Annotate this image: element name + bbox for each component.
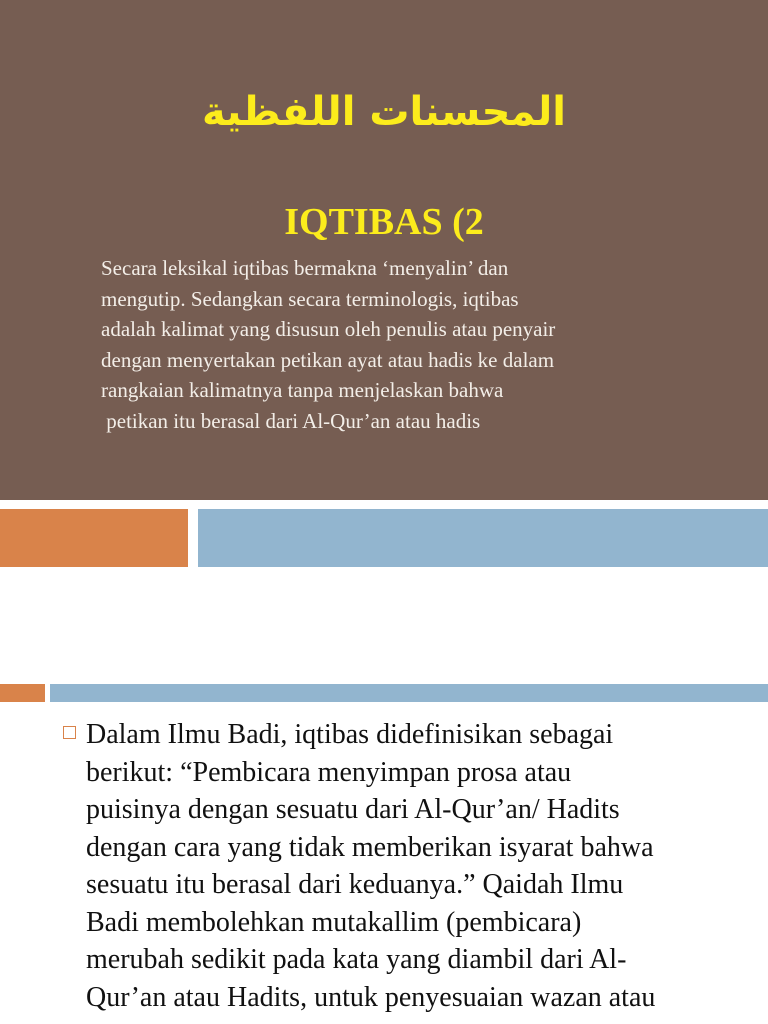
decorative-bar-blue <box>198 509 768 567</box>
paragraph-line: rangkaian kalimatnya tanpa menjelaskan bahwa <box>101 378 504 402</box>
bullet-line: berikut: “Pembicara menyimpan prosa atau <box>86 756 572 788</box>
paragraph-line: petikan itu berasal dari Al-Qur’an atau hadis <box>101 408 481 433</box>
paragraph-line: dengan menyertakan petikan ayat atau hadis ke dalam <box>101 347 555 372</box>
arabic-title: المحسنات اللفظية <box>202 89 566 135</box>
bullet-paragraph <box>86 716 746 1016</box>
paragraph-line: adalah kalimat yang disusun oleh penulis atau penyair <box>101 317 556 341</box>
slide-title: IQTIBAS (2 <box>284 201 484 243</box>
decorative-bar-orange-small <box>0 684 45 702</box>
definition-paragraph <box>101 253 701 436</box>
paragraph-line: mengutip. Sedangkan secara terminologis, iqtibas <box>101 286 519 311</box>
slide-1 <box>0 0 768 500</box>
decorative-bar-orange <box>0 509 188 567</box>
bullet-line: dengan cara yang tidak memberikan isyarat bahwa <box>86 831 654 863</box>
bullet-line: Badi membolehkan mutakallim (pembicara) <box>86 906 582 938</box>
bullet-line: puisinya dengan sesuatu dari Al-Qur’an/ Hadits <box>86 794 620 825</box>
bullet-square-icon <box>63 726 76 739</box>
decorative-bar-blue-thin <box>50 684 768 702</box>
paragraph-line: Secara leksikal iqtibas bermakna ‘menyalin’ dan <box>101 256 509 280</box>
bullet-line: Dalam Ilmu Badi, iqtibas didefinisikan sebagai <box>86 719 614 750</box>
bullet-line: merubah sedikit pada kata yang diambil dari Al- <box>86 944 627 975</box>
bullet-line: sesuatu itu berasal dari keduanya.” Qaidah Ilmu <box>86 869 624 900</box>
bullet-line: Qur’an atau Hadits, untuk penyesuaian wazan atau <box>86 981 656 1013</box>
